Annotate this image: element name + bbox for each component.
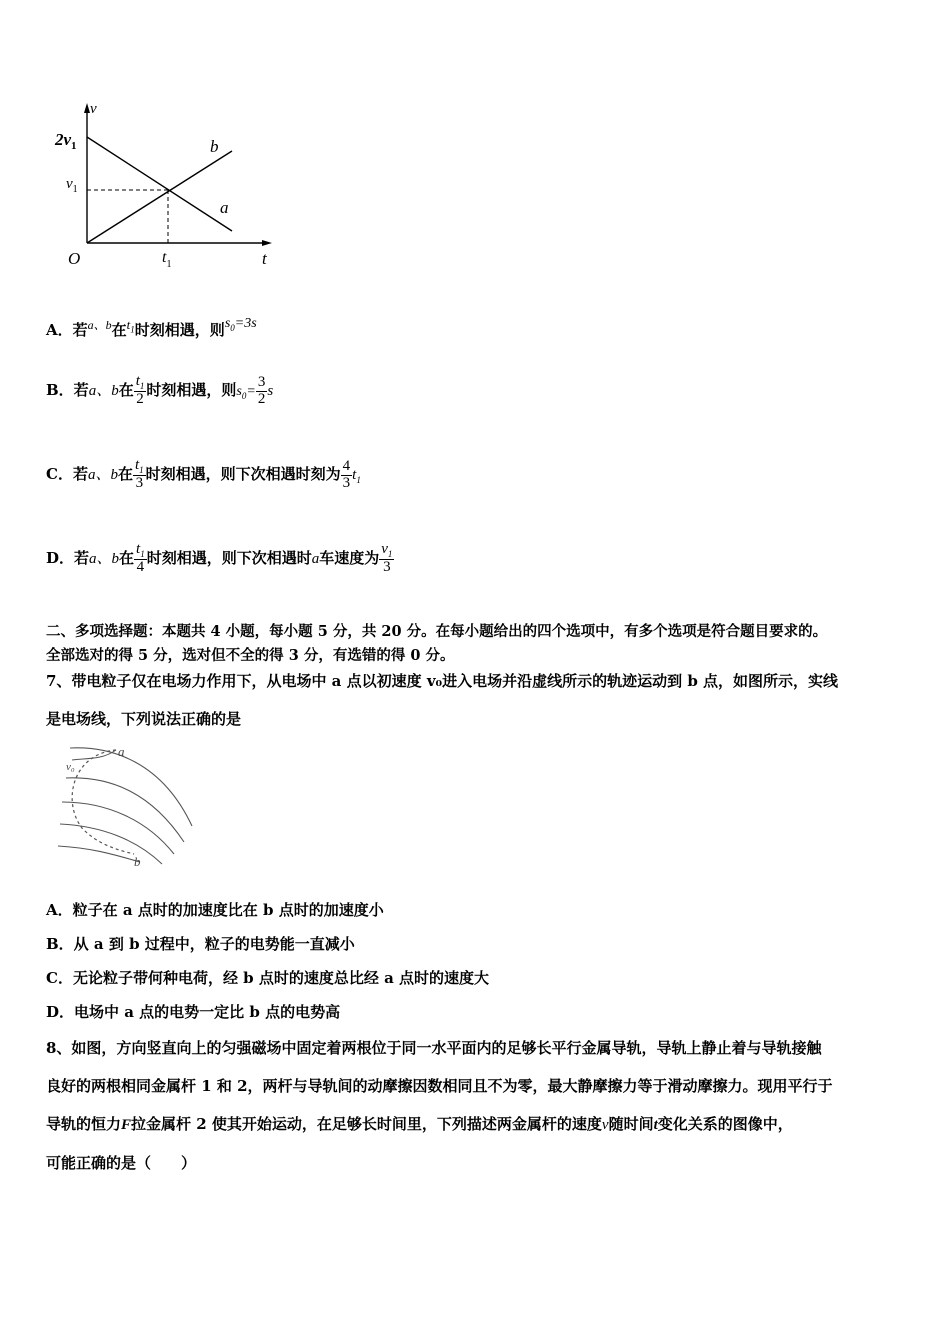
option-6c-result-tail: $t_1$ xyxy=(352,467,361,486)
field-line-4 xyxy=(60,824,162,864)
option-6a-vars: a、b xyxy=(87,318,112,332)
option-6c-suffix: 时刻相遇，则下次相遇时刻为 xyxy=(145,465,341,484)
option-6c-time-frac: $\frac{t_1}{3}$ xyxy=(134,457,144,492)
question-8-line3: 导轨的恒力F拉金属杆 2 使其开始运动，在足够长时间里，下列描述两金属杆的速度v随时间t变化关系的图像中， xyxy=(46,1115,793,1133)
option-6b-result-tail: s xyxy=(267,383,274,400)
option-6d-suffix2: 车速度为 xyxy=(319,549,380,568)
option-6c-result-frac: $\frac{4}{3}$ xyxy=(342,457,351,491)
x-axis-arrow xyxy=(262,240,272,246)
point-b-label: b xyxy=(134,854,141,869)
question-7-option-a: A．粒子在 a 点时的加速度比在 b 点时的加速度小 xyxy=(46,901,384,919)
option-6b-time-frac: $\frac{t_1}{2}$ xyxy=(135,373,145,408)
option-6d-result-frac: $\frac{v_1}{3}$ xyxy=(381,541,393,576)
origin-label: O xyxy=(68,249,81,268)
option-6a-result: $s_0=3s$ xyxy=(224,316,257,333)
option-6a-prefix: A．若 xyxy=(46,321,88,339)
x-axis-label: t xyxy=(262,249,267,268)
question-7-option-b: B．从 a 到 b 过程中，粒子的电势能一直减小 xyxy=(46,935,355,953)
option-6c-vars: a、b xyxy=(87,467,118,484)
option-6d-prefix: D．若 xyxy=(46,549,90,568)
option-6b-vars: a、b xyxy=(88,383,119,400)
question-8-line1: 8、如图，方向竖直向上的匀强磁场中固定着两根位于同一水平面内的足够长平行金属导轨，导轨上静止着与导轨接触 xyxy=(46,1039,822,1057)
line-b xyxy=(87,151,232,243)
option-6c-prefix: C．若 xyxy=(46,465,88,484)
option-6c xyxy=(46,458,361,492)
electric-field-figure xyxy=(52,742,202,872)
option-6d-suffix: 时刻相遇，则下次相遇时 xyxy=(146,549,312,568)
option-6c-mid: 在 xyxy=(117,465,133,484)
field-line-1 xyxy=(70,748,192,826)
tick-t1: $t_1$ xyxy=(162,249,172,270)
question-7-options xyxy=(46,896,906,1032)
question-7-option-d: D．电场中 a 点的电势一定比 b 点的电势高 xyxy=(46,1003,341,1021)
section-2-header xyxy=(46,620,916,668)
vt-graph xyxy=(50,95,290,275)
option-6d-time-frac: $\frac{t_1}{4}$ xyxy=(136,541,145,576)
option-6b-result: $s_0=$ xyxy=(236,384,256,401)
option-6d-car: a xyxy=(311,551,320,568)
tick-2v1: $2v_1$ xyxy=(55,130,77,152)
option-6b-prefix: B．若 xyxy=(46,381,89,400)
option-6a xyxy=(46,316,257,340)
question-7-stem xyxy=(46,662,906,738)
option-6a-time: $t_1$ xyxy=(126,317,135,335)
question-8-stem xyxy=(46,1029,916,1182)
point-a-label: a xyxy=(118,744,125,759)
y-axis-label: v xyxy=(90,101,97,117)
velocity-v0-label: v₀ xyxy=(66,761,75,773)
question-8-line4: 可能正确的是（ ） xyxy=(46,1154,197,1172)
question-8-line2: 良好的两根相同金属杆 1 和 2，两杆与导轨间的动摩擦因数相同且不为零，最大静摩擦力等于滑动摩擦力。现用平行于 xyxy=(46,1077,833,1095)
option-6a-suffix: 时刻相遇，则 xyxy=(134,321,225,339)
option-6a-mid: 在 xyxy=(111,321,127,339)
line-b-label: b xyxy=(210,137,219,156)
field-line-5 xyxy=(58,846,140,862)
option-6b xyxy=(46,374,273,408)
section-2-line1: 二、多项选择题：本题共 4 小题，每小题 5 分，共 20 分。在每小题给出的四个选项中，有多个选项是符合题目要求的。 xyxy=(46,623,828,640)
tick-v1: $v_1$ xyxy=(66,176,78,195)
option-6b-mid: 在 xyxy=(118,381,134,400)
field-line-2 xyxy=(66,778,184,842)
option-6d-vars: a、b xyxy=(89,551,120,568)
question-7-line1: 7、带电粒子仅在电场力作用下，从电场中 a 点以初速度 v₀进入电场并沿虚线所示的轨迹运动到 b 点，如图所示，实线 xyxy=(46,672,839,690)
option-6b-result-frac: $\frac{3}{2}$ xyxy=(257,373,266,407)
line-a-label: a xyxy=(220,198,229,217)
option-6b-suffix: 时刻相遇，则 xyxy=(146,381,237,400)
question-7-option-c: C．无论粒子带何种电荷，经 b 点时的速度总比经 a 点时的速度大 xyxy=(46,969,490,987)
option-6d xyxy=(46,542,394,576)
option-6d-mid: 在 xyxy=(119,549,135,568)
section-2-line2: 全部选对的得 5 分，选对但不全的得 3 分，有选错的得 0 分。 xyxy=(46,647,455,664)
question-7-line2: 是电场线，下列说法正确的是 xyxy=(46,710,242,728)
